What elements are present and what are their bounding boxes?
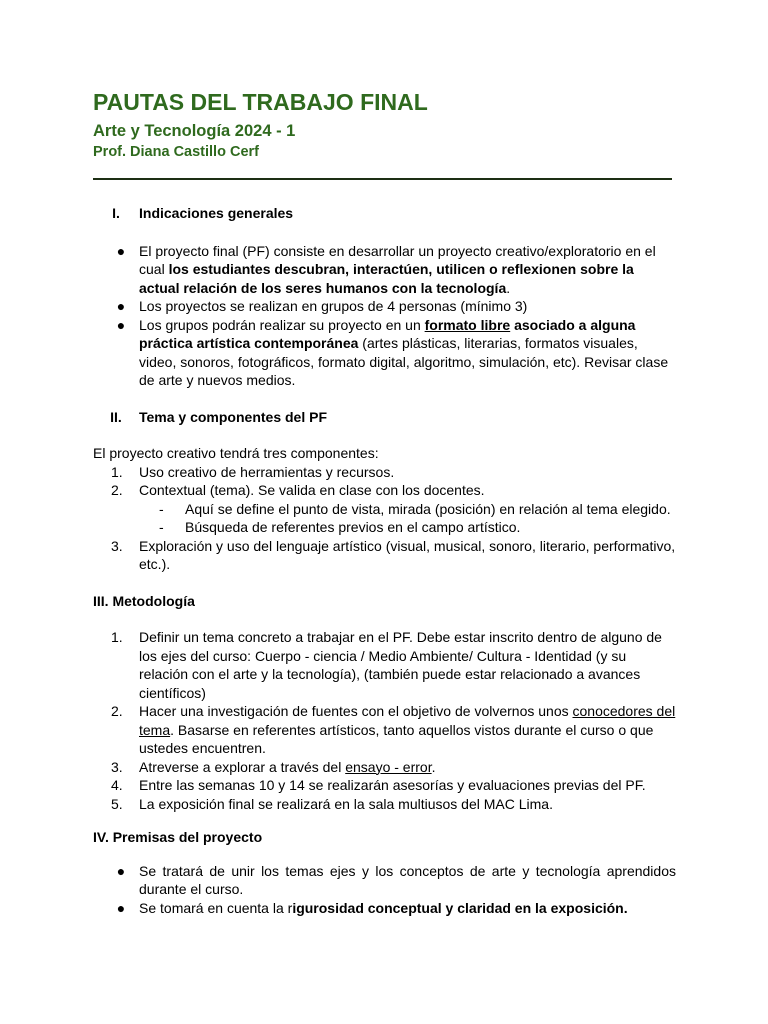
dash-marker: - (159, 500, 164, 517)
bullet-icon: ● (116, 316, 126, 333)
text: Se tomará en cuenta la r (139, 899, 293, 916)
text: Los proyectos se realizan en grupos de 4 personas (mínimo 3) (139, 298, 528, 314)
professor-name: Prof. Diana Castillo Cerf (93, 144, 259, 160)
text: . (506, 279, 511, 296)
sub-list-item (93, 518, 676, 537)
section-heading-2 (93, 408, 676, 427)
list-number: 2. (111, 482, 123, 498)
text: Definir un tema concreto a trabajar en el PF. Debe estar inscrito dentro de alguno de los ejes del curso: Cuerpo - ciencia / Medio Ambiente/ Cultura - Identidad (y su relación con el arte y la tecnología), (también puede estar relacionado a avances científicos) (139, 629, 662, 701)
numbered-list (93, 628, 676, 813)
bullet-list (93, 862, 676, 918)
list-item (93, 758, 676, 777)
text: Uso creativo de herramientas y recursos. (139, 463, 395, 480)
text: Exploración y uso del lenguaje artístico (visual, musical, sonoro, literario, performativo, etc.). (139, 537, 676, 572)
list-number: 2. (111, 703, 123, 719)
underlined-text: ensayo - error (345, 758, 432, 775)
list-item (93, 795, 676, 814)
bullet-list (93, 242, 676, 390)
list-item (93, 628, 676, 702)
bullet-icon: ● (116, 862, 126, 879)
bullet-icon: ● (116, 298, 126, 314)
section-title: Tema y componentes del PF (139, 408, 328, 425)
section-intro: El proyecto creativo tendrá tres componentes: (93, 445, 379, 461)
text: Se tratará de unir los temas ejes y los conceptos de arte y tecnología aprendidos durante el curso. (139, 862, 676, 897)
text: Entre las semanas 10 y 14 se realizarán asesorías y evaluaciones previas del PF. (139, 777, 646, 793)
list-item (93, 702, 676, 758)
section-heading-1 (93, 204, 676, 223)
list-number: 5. (111, 795, 123, 812)
underlined-text: conocedores del tema (139, 703, 676, 738)
sub-list-item (93, 500, 676, 519)
section-heading-4: IV. Premisas del proyecto (93, 829, 263, 845)
bullet-icon: ● (116, 899, 126, 916)
list-number: 3. (111, 758, 123, 775)
list-item (93, 481, 676, 500)
list-item (93, 537, 676, 574)
section-title: Indicaciones generales (139, 205, 294, 221)
section-number: II. (110, 408, 122, 425)
bullet-icon: ● (116, 242, 126, 259)
bold-text: los estudiantes descubran, interactúen, utilicen o reflexionen sobre la actual relación de los seres humanos con la tecnología (139, 261, 634, 296)
numbered-list (93, 463, 676, 574)
bold-text: igurosidad conceptual y claridad en la exposición. (292, 899, 628, 916)
list-number: 1. (111, 629, 123, 645)
document-title: PAUTAS DEL TRABAJO FINAL (93, 89, 428, 115)
list-item (93, 242, 676, 298)
list-item (93, 776, 676, 795)
list-item (93, 862, 676, 899)
text: . (431, 758, 436, 775)
bold-text: asociado a alguna práctica artística contemporánea (139, 316, 636, 351)
text: Aquí se define el punto de vista, mirada (posición) en relación al tema elegido. (185, 500, 671, 517)
horizontal-rule (93, 178, 672, 180)
list-item (93, 899, 676, 918)
text: La exposición final se realizará en la sala multiusos del MAC Lima. (139, 795, 553, 812)
text: Los grupos podrán realizar su proyecto en un (139, 316, 425, 333)
document-page (93, 88, 676, 917)
text: El proyecto final (PF) consiste en desarrollar un proyecto creativo/exploratorio en el cual (139, 242, 656, 277)
underlined-text: formato libre (424, 316, 511, 333)
dash-marker: - (159, 519, 164, 535)
text: Atreverse a explorar a través del (139, 758, 346, 775)
list-item (93, 463, 676, 482)
section-heading-3: III. Metodología (93, 592, 195, 609)
text: . Basarse en referentes artísticos, tanto aquellos vistos durante el curso o que ustedes encuentren. (139, 721, 654, 756)
text: Búsqueda de referentes previos en el campo artístico. (185, 519, 521, 535)
list-item (93, 297, 676, 316)
course-subtitle: Arte y Tecnología 2024 - 1 (93, 122, 296, 140)
list-number: 4. (111, 777, 123, 793)
list-number: 3. (111, 537, 123, 554)
list-number: 1. (111, 463, 123, 480)
list-item (93, 316, 676, 390)
text: Hacer una investigación de fuentes con el objetivo de volvernos unos (139, 703, 573, 719)
section-number: I. (112, 205, 120, 221)
text: Contextual (tema). Se valida en clase con los docentes. (139, 482, 485, 498)
text: (artes plásticas, literarias, formatos visuales, video, sonoros, fotográficos, formato digital, algoritmo, simulación, etc). Revisar clase de arte y nuevos medios. (139, 335, 669, 388)
